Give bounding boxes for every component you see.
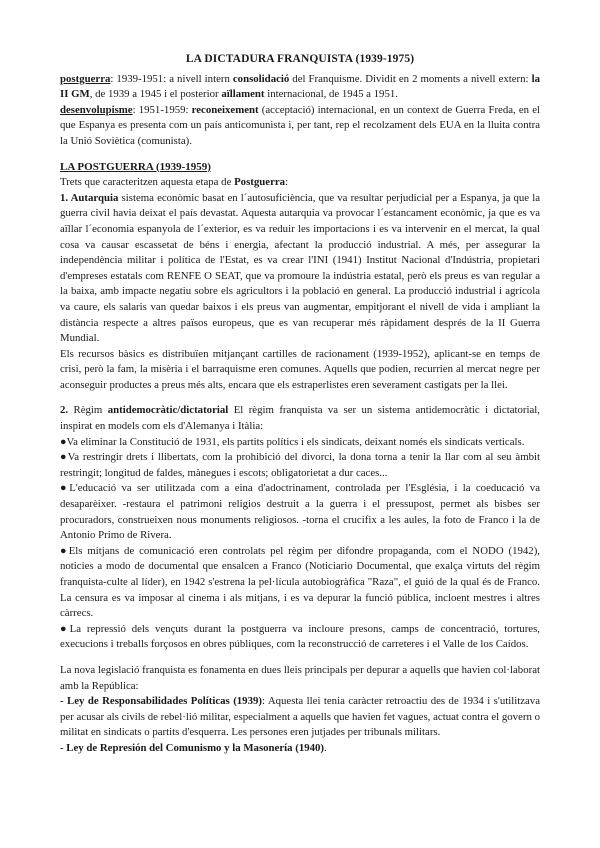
bullet-item: ●L'educació va ser utilitzada com a eina d'adoctrinament, controlada per l'Església, i la coeducació va desaparèixer. -restaura el patrimoni religios destruit a la guerra i el pressupost, permet als bisbes ser procuradors, construeixen nous monuments religiosos. -torna el crucifix a les aules, la foto de Franco i la de Antonio Primo de Rivera.: [60, 482, 540, 542]
desenvolupisme-label: desenvolupisme: [60, 103, 133, 116]
antidemocratic-label: antidemocràtic/dictatorial: [107, 404, 229, 417]
bullet-item: ●Va eliminar la Constitució de 1931, els partits polítics i els sindicats, deixant només els sindicats verticals.: [60, 435, 525, 448]
section-heading: LA POSTGUERRA (1939-1959): [60, 160, 211, 173]
item-antidemocratic: 2. Règim antidemocràtic/dictatorial El règim franquista va ser un sistema antidemocràtic i dictatorial, inspirat en models com els d'Alemanya i Itàlia:: [60, 404, 540, 433]
item-autarquia: 1. Autarquia sistema econòmic basat en l´autosuficiència, que va resultar perjudicial per a Espanya, ja que la guerra civil havia deixat el país devastat. Aquesta autarquia va provocar l´estancament econòmic, ja que es va aïllar l´economia espanyola de l´exterior, es va reduir les importacions i es va intervenir en el mercat, la qual cosa va causar escassetat de béns i energia, afectant la producció industrial. A més, per assegurar la independència militar i política de l'Estat, es va crear l'INI (1941) Institut Nacional d'Indústria, propietari d'empreses estatals com RENFE O SEAT, que va promoure la indústria estatal, però els preus es van regular a la baixa, amb impacte negatiu sobre els agricultors i la població en general. La producció industrial i agrícola va caure, els salaris van quedar baixos i els preus van augmentar, empitjorant el nivell de vida i ampliant la distància respecte a altres països europeus, que es van recuperar més ràpidament després de la II Guerra Mundial.: [60, 191, 540, 345]
intro-desenvolupisme: desenvolupisme: 1951-1959: reconeixement (acceptació) internacional, en un context de Guerra Freda, en el que Espanya es presenta com un país anticomunista i, per tant, rep el recolzament dels EUA en la lluita contra la Unió Soviètica (comunista).: [60, 103, 540, 147]
item-autarquia-racionament: Els recursos bàsics es distribuïen mitjançant cartilles de racionament (1939-1952), aplicant-se en temps de crisi, però la fam, la misèria i el barraquisme eren comunes. Aquells que podien, recurrien al mercat negre per aconseguir productes a preus més alts, encara que els estraperlistes eren severament castigats per la llei.: [60, 347, 540, 391]
intro-postguerra: postguerra: 1939-1951: a nivell intern consolidació del Franquisme. Dividit en 2 moments a nivell extern: la II GM, de 1939 a 1945 i el posterior aïllament internacional, de 1945 a 1951.: [60, 72, 540, 101]
laws-intro: La nova legislació franquista es fonamenta en dues lleis principals per depurar a aquells que havien col·laborat amb la República:: [60, 663, 540, 692]
postguerra-label: postguerra: [60, 72, 111, 85]
bullet-item: ●Va restringir drets i llibertats, com la prohibició del divorci, la dona torna a tenir la llar com al seu àmbit restringit; longitud de faldes, mànegues i escots; obligatorietat a dur caces...: [60, 451, 540, 479]
law-responsabilidades: - Ley de Responsabilidades Políticas (1939): Aquesta llei tenia caràcter retroactiu des de 1934 i s'utilitzava per acusar als civils de rebel·lió militar, especialment a aquells que havien fet vagues, actuat contra el govern o militat en sindicats o partits d'esquerra. Les persones eren jutjades per tribunals militars.: [60, 695, 540, 739]
law-represion: - Ley de Represión del Comunismo y la Masonería (1940).: [60, 741, 327, 754]
document-title: LA DICTADURA FRANQUISTA (1939-1975): [185, 53, 415, 65]
section-lead: Trets que caracteritzen aquesta etapa de Postguerra:: [60, 176, 289, 189]
bullet-item: ●La repressió dels vençuts durant la postguerra va incloure presons, camps de concentració, tortures, execucions i treballs forçosos en obres públiques, com la reconstrucció de carreteres i el Valle de los Caídos.: [60, 622, 540, 651]
autarquia-label: Autarquia: [70, 191, 119, 204]
bullet-item: ●Els mitjans de comunicació eren controlats pel règim per difondre propaganda, com el NODO (1942), noticies a modo de documental que ensalcen a Franco (Noticiario Documental, que exalça virtuts del règim franquista-culte al líder), en 1942 s'estrena la pel·lícula autobiogràfica "Raza", el guió de la qual és de Franco. La censura es va imposar al cinema i als mitjans, i es va depurar la funció pública, incloent mestres i altres càrrecs.: [60, 544, 540, 620]
